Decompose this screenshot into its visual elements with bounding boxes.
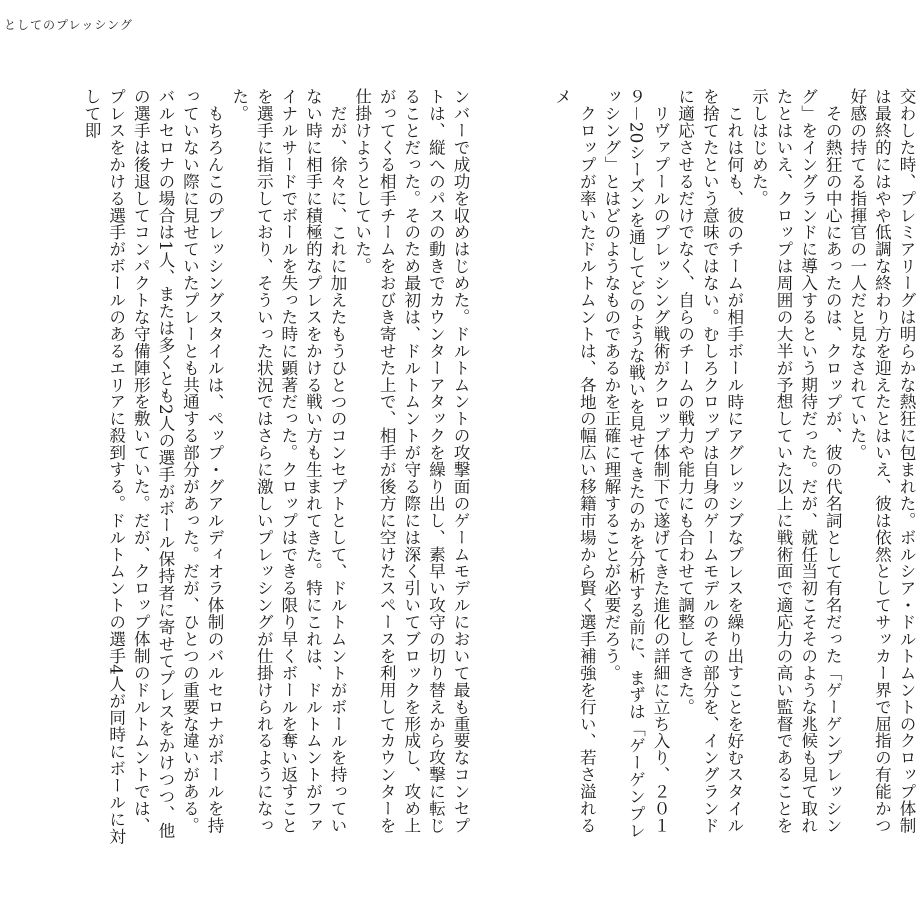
left-page-body — [2, 88, 472, 848]
right-paragraph-3: これは何も、彼のチームが相手ボール時にアグレッシブなプレスを繰り出すことを好むスタイルを捨てたという意味ではない。むしろクロップは自身のゲームモデルのその部分を、イングランドに適応させるだけでなく、自らのチームの戦力や能力にも合わせて調整してきた。 — [675, 88, 744, 834]
right-paragraph-1: 交わした時、プレミアリーグは明らかな熱狂に包まれた。ボルシア・ドルトムントのクロップ体制は最終的にはやや低調な終わり方を迎えたとはいえ、彼は依然としてサッカー界で屈指の有能かつ好感の持てる指揮官の一人だと見なされていた。 — [847, 88, 916, 834]
left-paragraph-2: だが、徐々に、これに加えたもうひとつのコンセプトとして、ドルトムントがボールを持っていない時に相手に積極的なプレスをかける戦い方も生まれてきた。特にこれは、ドルトムントがファイナルサードでボールを失った時に顕著だった。クロップはできる限り早くボールを奪い返すことを選手に指示しており、そういった状況ではさらに激しいプレッシングが仕掛けられるようになった。 — [229, 88, 348, 834]
right-paragraph-5: クロップが率いたドルトムントは、各地の幅広い移籍市場から賢く選手補強を行い、若さ溢れるメ — [552, 88, 597, 834]
running-head: としてのプレッシング — [4, 18, 133, 32]
right-paragraph-4: リヴァプールのプレッシング戦術がクロップ体制下で遂げてきた進化の詳細に立ち入り、２０１９－20シーズンを通してどのような戦いを見せてきたのかを分析する前に、まずは「ゲーゲンプレッシング」とはどのようなものであるかを正確に理解することが必要だろう。 — [601, 88, 671, 839]
right-page-body — [486, 88, 918, 848]
right-paragraph-2: その熱狂の中心にあったのは、クロップが、彼の代名詞として有名だった「ゲーゲンプレッシング」をイングランドに導入するという期待だった。だが、就任当初こそそのような兆候も見て取れたとはいえ、クロップは周囲の大半が予想していた以上に戦術面で適応力の高い監督であることを示しはじめた。 — [749, 88, 843, 834]
left-paragraph-1: ンバーで成功を収めはじめた。ドルトムントの攻撃面のゲームモデルにおいて最も重要なコンセプトは、縦へのパスの動きでカウンターアタックを繰り出し、素早い攻守の切り替えから攻撃に転じることだった。そのため最初は、ドルトムントが守る際には深く引いてブロックを形成し、攻め上がってくる相手チームをおびき寄せた上で、相手が後方に空けたスペースを利用してカウンターを仕掛けようとしていた。 — [352, 88, 470, 834]
left-paragraph-3: もちろんこのプレッシングスタイルは、ペップ・グアルディオラ体制のバルセロナがボールを持っていない際に見せていたプレーとも共通する部分があった。だが、ひとつの重要な違いがある。バルセロナの場合は1人、または多くとも2人の選手がボール保持者に寄せてプレスをかけつつ、他の選手は後退してコンパクトな守備陣形を敷いていた。だが、クロップ体制のドルトムントでは、プレスをかける選手がボールのあるエリアに殺到する。ドルトムントの選手4人が同時にボールに対して即 — [82, 88, 225, 845]
